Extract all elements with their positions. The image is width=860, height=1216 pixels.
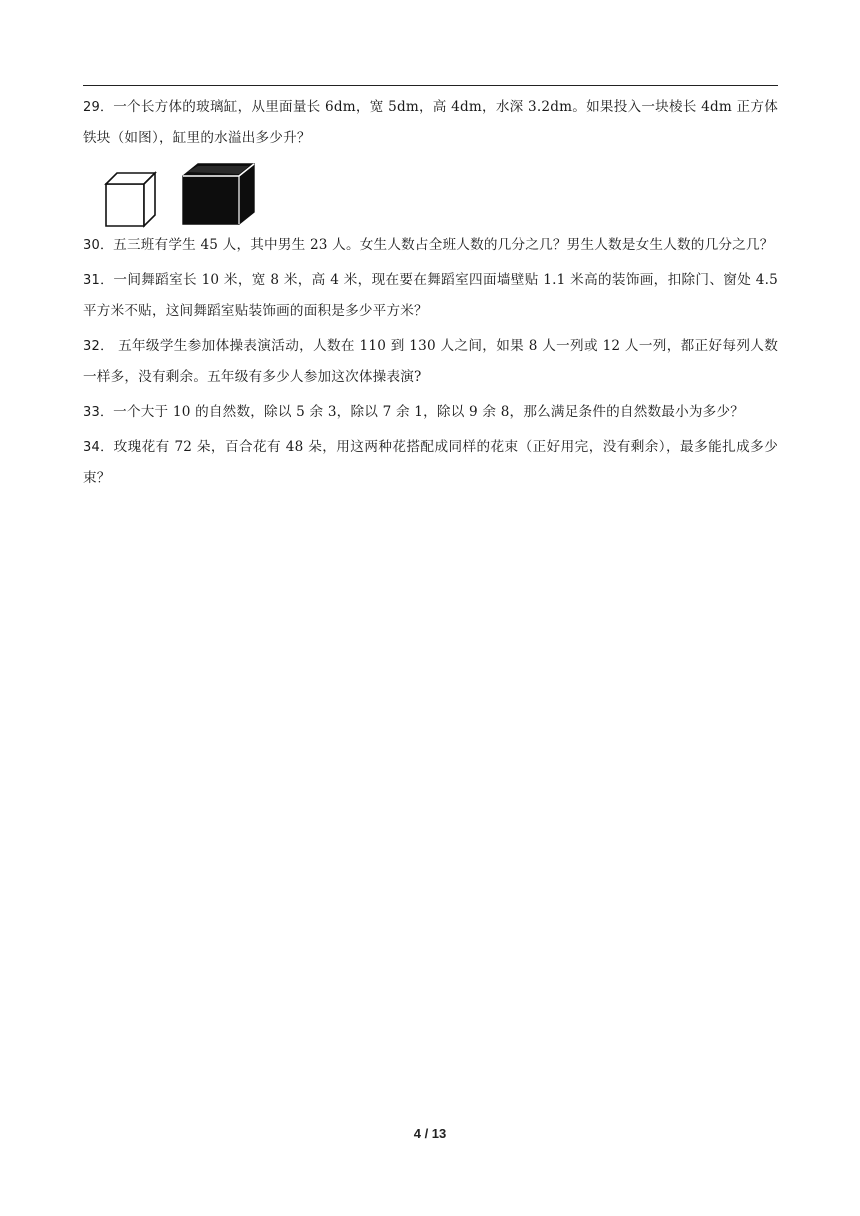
- problem-number: 29．: [83, 100, 114, 115]
- problem-number: 31．: [83, 273, 114, 288]
- problem-text: 五三班有学生 45 人，其中男生 23 人。女生人数占全班人数的几分之几？男生人数是女生人数的几分之几？: [113, 237, 774, 253]
- problem-text: 玫瑰花有 72 朵，百合花有 48 朵，用这两种花搭配成同样的花束（正好用完，没有剩余），最多能扎成多少束？: [83, 439, 778, 486]
- problem-34: [83, 432, 778, 494]
- filled-tank-icon: [183, 164, 254, 224]
- header-rule: [83, 85, 778, 86]
- problem-text: 五年级学生参加体操表演活动，人数在 110 到 130 人之间，如果 8 人一列或 12 人一列，都正好每列人数一样多，没有剩余。五年级有多少人参加这次体操表演?: [83, 338, 778, 385]
- problem-text: 一个长方体的玻璃缸，从里面量长 6dm，宽 5dm，高 4dm，水深 3.2dm。如果投入一块棱长 4dm 正方体铁块（如图），缸里的水溢出多少升？: [83, 99, 778, 146]
- problem-number: 34．: [83, 440, 114, 455]
- problem-number: 30．: [83, 238, 114, 253]
- cube-icon: [106, 173, 155, 226]
- page-number: 4 / 13: [413, 1126, 447, 1141]
- problem-30: [83, 230, 778, 261]
- problem-number: 32．: [83, 339, 114, 354]
- figure-svg: [101, 162, 261, 228]
- problem-number: 33．: [83, 405, 114, 420]
- problem-33: [83, 397, 778, 428]
- problem-29: [83, 92, 778, 154]
- problem-text: 一个大于 10 的自然数，除以 5 余 3，除以 7 余 1，除以 9 余 8，那么满足条件的自然数最小为多少？: [113, 404, 745, 420]
- problem-text: 一间舞蹈室长 10 米，宽 8 米，高 4 米，现在要在舞蹈室四面墙壁贴 1.1 米高的装饰画，扣除门、窗处 4.5 平方米不贴，这间舞蹈室贴装饰画的面积是多少平方米？: [83, 272, 778, 319]
- problem-31: [83, 265, 778, 327]
- problem-32: [83, 331, 778, 393]
- problem-29-figure: [83, 158, 778, 228]
- problem-list: [83, 92, 778, 498]
